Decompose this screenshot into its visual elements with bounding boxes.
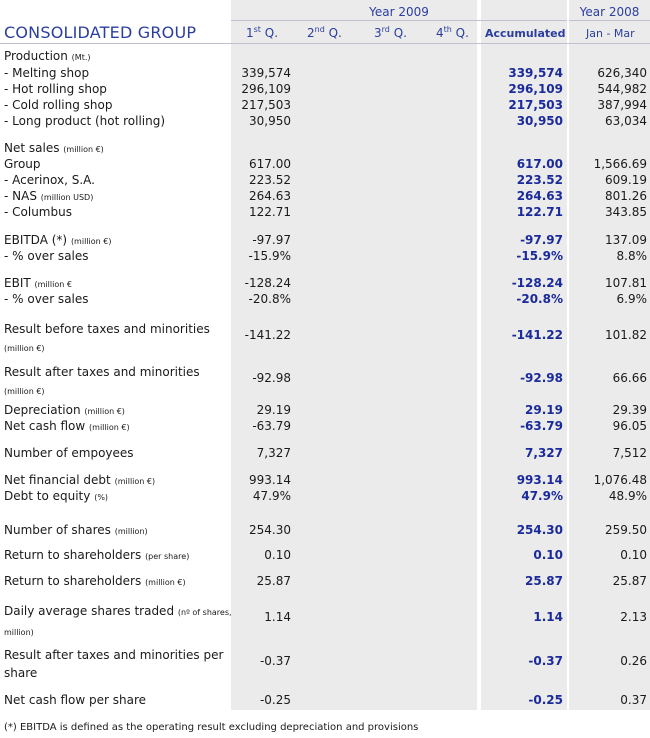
year-2009-header: Year 2009: [369, 5, 429, 19]
value-q1: -97.97: [252, 233, 291, 247]
value-q1: -128.24: [244, 276, 291, 290]
row-label: [4, 574, 186, 588]
row-label-text: - Long product (hot rolling): [4, 114, 166, 128]
row-label-text: Net cash flow: [4, 419, 86, 433]
value-jan-mar-2008: 626,340: [597, 66, 647, 80]
value-accumulated: -20.8%: [516, 292, 563, 306]
row-unit: (per share): [145, 552, 190, 561]
value-jan-mar-2008: 1,076.48: [593, 473, 647, 487]
row-unit: (million €): [70, 237, 112, 246]
value-jan-mar-2008: 137.09: [605, 233, 647, 247]
value-jan-mar-2008: 544,982: [597, 82, 647, 96]
row-label-text: Net sales: [4, 141, 60, 155]
row-label: [4, 49, 91, 63]
value-accumulated: 993.14: [516, 473, 563, 487]
table-row: [0, 646, 650, 680]
row-label: [4, 205, 72, 219]
row-label: [4, 363, 232, 401]
year-2009-divider: [231, 20, 567, 21]
row-label: [4, 446, 134, 460]
row-label: [4, 646, 232, 682]
row-label: [4, 233, 111, 247]
row-unit: (million €: [34, 280, 72, 289]
value-q1: 339,574: [241, 66, 291, 80]
row-label-text: - Cold rolling shop: [4, 98, 113, 112]
table-row: [0, 98, 650, 114]
table-row: [0, 693, 650, 709]
row-label: [4, 602, 232, 642]
table-row: [0, 548, 650, 564]
row-label-text: EBIT: [4, 276, 31, 290]
value-accumulated: -15.9%: [516, 249, 563, 263]
row-label-text: - Melting shop: [4, 66, 90, 80]
value-jan-mar-2008: 0.37: [620, 693, 647, 707]
year-2008-divider: [569, 20, 650, 21]
row-label-text: Depreciation: [4, 403, 81, 417]
row-label-text: - % over sales: [4, 249, 89, 263]
value-jan-mar-2008: 8.8%: [616, 249, 647, 263]
value-jan-mar-2008: 107.81: [605, 276, 647, 290]
row-unit: (million €): [84, 407, 125, 416]
value-accumulated: 264.63: [516, 189, 563, 203]
row-label: [4, 473, 155, 487]
table-row: [0, 523, 650, 539]
value-accumulated: 1.14: [533, 610, 563, 624]
row-unit: (million €): [4, 344, 45, 353]
value-q1: -92.98: [252, 371, 291, 385]
value-jan-mar-2008: 387,994: [597, 98, 647, 112]
value-jan-mar-2008: 101.82: [605, 328, 647, 342]
value-accumulated: 122.71: [516, 205, 563, 219]
column-header-q1: 1st Q.: [246, 25, 279, 40]
row-label-text: Number of empoyees: [4, 446, 134, 460]
value-q1: -15.9%: [248, 249, 291, 263]
value-accumulated: 223.52: [516, 173, 563, 187]
table-row: [0, 473, 650, 489]
value-q1: 1.14: [264, 610, 291, 624]
row-label-text: Return to shareholders: [4, 548, 142, 562]
value-jan-mar-2008: 66.66: [612, 371, 647, 385]
table-row: [0, 233, 650, 249]
row-label-text: - Hot rolling shop: [4, 82, 107, 96]
value-accumulated: 339,574: [508, 66, 563, 80]
value-jan-mar-2008: 259.50: [605, 523, 647, 537]
value-q1: 993.14: [249, 473, 291, 487]
year-2008-header: Year 2008: [579, 5, 640, 19]
value-q1: 30,950: [249, 114, 291, 128]
value-accumulated: 217,503: [508, 98, 563, 112]
row-label-text: Number of shares: [4, 523, 111, 537]
column-header-jan-mar: Jan - Mar: [586, 27, 635, 40]
value-jan-mar-2008: 801.26: [605, 189, 647, 203]
row-label-text: - % over sales: [4, 292, 89, 306]
value-jan-mar-2008: 0.26: [620, 654, 647, 668]
column-header-q3: 3rd Q.: [374, 25, 407, 40]
value-accumulated: 617.00: [516, 157, 563, 171]
table-row: [0, 403, 650, 419]
row-label: [4, 157, 41, 171]
value-q1: -0.25: [259, 693, 291, 707]
table-row: [0, 602, 650, 637]
row-label-text: EBITDA (*): [4, 233, 68, 247]
row-unit: (million USD): [40, 193, 94, 202]
row-unit: (%): [94, 493, 109, 502]
value-q1: 264.63: [249, 189, 291, 203]
value-jan-mar-2008: 0.10: [620, 548, 647, 562]
value-jan-mar-2008: 7,512: [612, 446, 647, 460]
row-label: [4, 419, 130, 433]
value-jan-mar-2008: 1,566.69: [593, 157, 647, 171]
value-accumulated: -0.37: [528, 654, 563, 668]
table-row: [0, 446, 650, 462]
value-q1: 254.30: [249, 523, 291, 537]
value-q1: -141.22: [244, 328, 291, 342]
value-accumulated: 254.30: [516, 523, 563, 537]
column-header-q2: 2nd Q.: [307, 25, 342, 40]
table-row: [0, 363, 650, 396]
value-q1: 122.71: [249, 205, 291, 219]
value-q1: 7,327: [256, 446, 291, 460]
value-accumulated: 47.9%: [521, 489, 563, 503]
value-q1: 217,503: [241, 98, 291, 112]
row-unit: (million €): [145, 578, 186, 587]
column-header-accumulated: Accumulated: [485, 27, 566, 40]
row-label: [4, 189, 93, 203]
table-row: [0, 189, 650, 205]
row-label-text: Debt to equity: [4, 489, 91, 503]
value-accumulated: -128.24: [511, 276, 563, 290]
column-header-q4: 4th Q.: [436, 25, 469, 40]
row-label: [4, 82, 107, 96]
row-label-text: Result after taxes and minorities: [4, 365, 200, 379]
value-jan-mar-2008: 2.13: [620, 610, 647, 624]
row-label: [4, 276, 72, 290]
row-label-text: - NAS: [4, 189, 37, 203]
table-row: [0, 249, 650, 265]
value-jan-mar-2008: 63,034: [605, 114, 647, 128]
row-label-text: - Columbus: [4, 205, 72, 219]
value-accumulated: 0.10: [533, 548, 563, 562]
value-accumulated: 25.87: [525, 574, 563, 588]
value-q1: -0.37: [259, 654, 291, 668]
row-label: [4, 320, 232, 358]
row-label: [4, 141, 104, 155]
value-accumulated: -97.97: [520, 233, 563, 247]
table-row: [0, 320, 650, 353]
table-row: [0, 141, 650, 157]
row-label: [4, 523, 148, 537]
table-row: [0, 82, 650, 98]
value-q1: -20.8%: [248, 292, 291, 306]
table-row: [0, 173, 650, 189]
row-label-text: Return to shareholders: [4, 574, 142, 588]
value-accumulated: -63.79: [520, 419, 563, 433]
footnote: (*) EBITDA is defined as the operating result excluding depreciation and provisions: [4, 722, 419, 733]
row-label: [4, 548, 189, 562]
value-accumulated: 29.19: [525, 403, 563, 417]
row-unit: (million): [114, 527, 148, 536]
table-row: [0, 574, 650, 590]
table-row: [0, 292, 650, 308]
row-unit: (nº of shares, million): [4, 608, 232, 637]
value-q1: 47.9%: [252, 489, 291, 503]
value-q1: 25.87: [256, 574, 291, 588]
value-q1: 223.52: [249, 173, 291, 187]
header-rule: [0, 43, 650, 44]
table-title: CONSOLIDATED GROUP: [4, 23, 197, 42]
row-label-text: Result before taxes and minorities: [4, 322, 210, 336]
row-label: [4, 249, 89, 263]
row-unit: (million €): [63, 145, 104, 154]
table-row: [0, 489, 650, 505]
table-row: [0, 419, 650, 435]
row-label-text: Group: [4, 157, 41, 171]
value-q1: -63.79: [252, 419, 291, 433]
row-unit: (Mt.): [71, 53, 91, 62]
row-label: [4, 173, 95, 187]
row-label-text: - Acerinox, S.A.: [4, 173, 95, 187]
value-q1: 296,109: [241, 82, 291, 96]
value-q1: 617.00: [249, 157, 291, 171]
row-label: [4, 489, 108, 503]
table-row: [0, 205, 650, 221]
row-label-text: Net cash flow per share: [4, 693, 147, 707]
row-label: [4, 693, 146, 707]
value-jan-mar-2008: 96.05: [612, 419, 647, 433]
table-row: [0, 157, 650, 173]
row-label-text: Daily average shares traded: [4, 604, 175, 618]
table-row: [0, 114, 650, 130]
value-jan-mar-2008: 48.9%: [608, 489, 647, 503]
table-row: [0, 66, 650, 82]
table-row: [0, 49, 650, 65]
row-label: [4, 98, 113, 112]
value-accumulated: -141.22: [511, 328, 563, 342]
value-jan-mar-2008: 29.39: [612, 403, 647, 417]
value-jan-mar-2008: 6.9%: [616, 292, 647, 306]
row-label-text: Result after taxes and minorities per share: [4, 648, 224, 680]
value-accumulated: 30,950: [516, 114, 563, 128]
value-q1: 29.19: [256, 403, 291, 417]
row-label: [4, 403, 125, 417]
table-row: [0, 276, 650, 292]
value-jan-mar-2008: 609.19: [605, 173, 647, 187]
row-label: [4, 114, 165, 128]
row-label: [4, 292, 89, 306]
value-accumulated: -0.25: [528, 693, 563, 707]
row-label: [4, 66, 89, 80]
row-unit: (million €): [114, 477, 156, 486]
value-accumulated: 7,327: [525, 446, 563, 460]
row-unit: (million €): [89, 423, 130, 432]
row-label-text: Net financial debt: [4, 473, 111, 487]
value-jan-mar-2008: 343.85: [605, 205, 647, 219]
value-accumulated: -92.98: [520, 371, 563, 385]
value-q1: 0.10: [264, 548, 291, 562]
value-jan-mar-2008: 25.87: [612, 574, 647, 588]
value-accumulated: 296,109: [508, 82, 563, 96]
row-label-text: Production: [4, 49, 68, 63]
row-unit: (million €): [4, 387, 45, 396]
